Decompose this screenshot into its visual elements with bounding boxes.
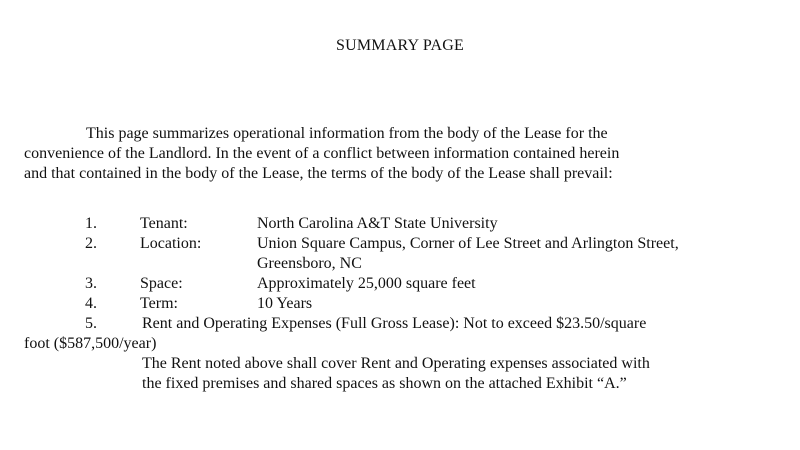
item-value: Approximately 25,000 square feet bbox=[257, 275, 476, 292]
list-item-rent-cont bbox=[0, 334, 800, 354]
item-label: Space: bbox=[140, 275, 183, 292]
rent-note-text: the fixed premises and shared spaces as shown on the attached Exhibit “A.” bbox=[142, 375, 627, 392]
intro-line: convenience of the Landlord. In the event of a conflict between information contained herein bbox=[24, 145, 620, 162]
item-number: 3. bbox=[85, 275, 97, 292]
item-label: Tenant: bbox=[140, 215, 188, 232]
item-number: 5. bbox=[85, 315, 97, 332]
list-item-location-cont bbox=[0, 254, 800, 274]
summary-list bbox=[0, 214, 800, 394]
item-label: Location: bbox=[140, 235, 202, 252]
item-value: 10 Years bbox=[257, 295, 313, 312]
item-number: 1. bbox=[85, 215, 97, 232]
item-label-continued: foot ($587,500/year) bbox=[24, 335, 157, 352]
intro-line: This page summarizes operational information from the body of the Lease for the bbox=[86, 125, 608, 142]
intro-paragraph bbox=[24, 124, 794, 184]
list-item-space bbox=[0, 274, 800, 294]
rent-note-line bbox=[0, 374, 800, 394]
list-item-tenant bbox=[0, 214, 800, 234]
rent-note-text: The Rent noted above shall cover Rent and Operating expenses associated with bbox=[142, 355, 650, 372]
intro-line: and that contained in the body of the Lease, the terms of the body of the Lease shall prevail: bbox=[24, 165, 613, 182]
page-title: SUMMARY PAGE bbox=[336, 37, 464, 54]
item-label: Term: bbox=[140, 295, 178, 312]
item-number: 4. bbox=[85, 295, 97, 312]
item-number: 2. bbox=[85, 235, 97, 252]
list-item-rent bbox=[0, 314, 800, 334]
rent-note-line bbox=[0, 354, 800, 374]
item-value-continued: Greensboro, NC bbox=[257, 255, 362, 272]
list-item-term bbox=[0, 294, 800, 314]
list-item-location bbox=[0, 234, 800, 254]
item-value: Union Square Campus, Corner of Lee Street and Arlington Street, bbox=[257, 235, 679, 252]
item-label: Rent and Operating Expenses (Full Gross Lease): Not to exceed $23.50/square bbox=[142, 315, 647, 332]
item-value: North Carolina A&T State University bbox=[257, 215, 498, 232]
